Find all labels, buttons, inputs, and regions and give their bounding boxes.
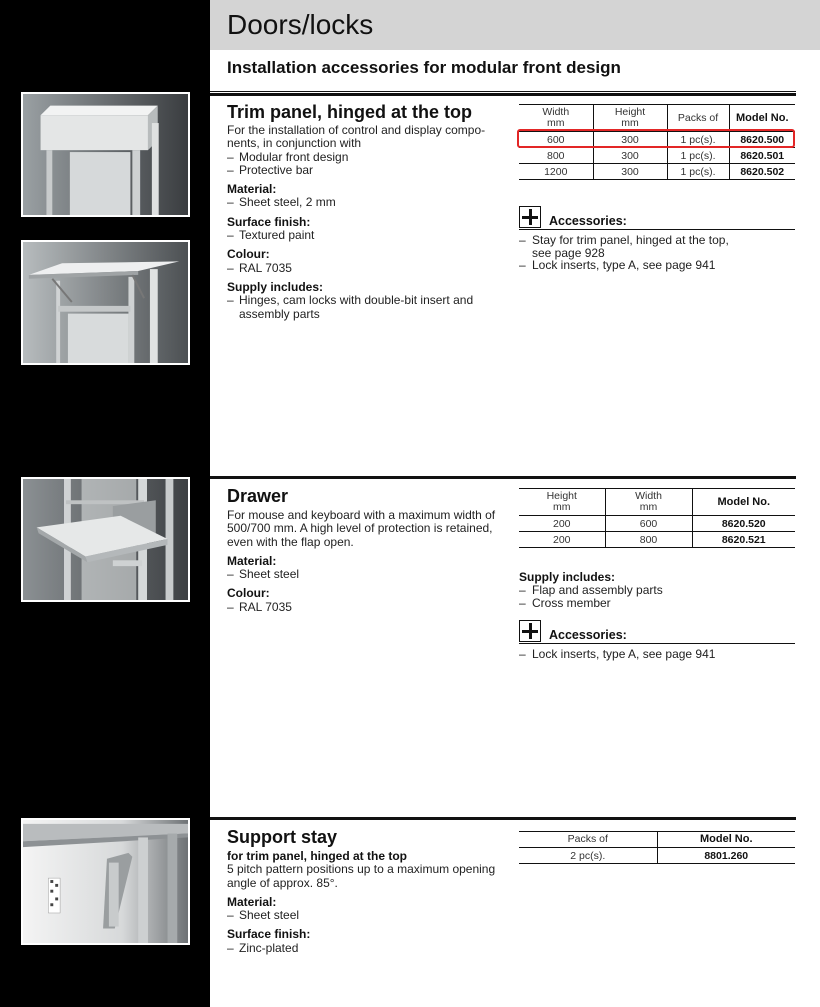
col-header-width [519, 105, 593, 132]
table-header-row [519, 832, 795, 848]
drawer-title: Drawer [227, 486, 289, 506]
col-header-model: Model No. [657, 832, 795, 848]
supply-line: Hinges, cam locks with double-bit insert and [239, 293, 474, 308]
model-number-cell: 8801.260 [657, 848, 795, 864]
material-label: Material: [227, 182, 277, 197]
table-row [519, 516, 795, 532]
table-header-row [519, 105, 795, 132]
header-text: Height [614, 106, 646, 118]
desc-line: even with the flap open. [227, 534, 354, 549]
support-stay-description [227, 850, 507, 955]
table-header-row [519, 489, 795, 516]
table-cell: 600 [605, 516, 692, 532]
header-text: Width [542, 106, 570, 118]
header-unit: mm [553, 501, 571, 513]
finish-value: – Zinc-plated [227, 942, 507, 955]
supply-value [227, 294, 507, 321]
table-cell: 800 [519, 148, 593, 164]
accessories-list [519, 648, 795, 661]
col-header-model: Model No. [729, 105, 795, 132]
accessories-title: Accessories: [549, 214, 627, 228]
drawer-photo [21, 477, 190, 602]
header-unit: mm [621, 117, 639, 129]
use-item: – Protective bar [227, 164, 507, 177]
accessories-header [519, 618, 795, 644]
finish-label: Surface finish: [227, 214, 311, 229]
table-cell: 600 [519, 132, 593, 148]
material-label: Material: [227, 894, 277, 909]
colour-value: – RAL 7035 [227, 262, 507, 275]
header-unit: mm [639, 501, 658, 513]
table-cell: 800 [605, 532, 692, 548]
table-cell: 1 pc(s). [667, 148, 729, 164]
table-cell: 300 [593, 132, 667, 148]
header-text: Height [546, 490, 577, 502]
use-item: – Modular front design [227, 151, 507, 164]
table-cell: 200 [519, 516, 605, 532]
page-title: Doors/locks [227, 9, 374, 40]
table-row [519, 164, 795, 180]
table-row [519, 532, 795, 548]
plus-icon [519, 206, 541, 228]
model-number-cell: 8620.520 [692, 516, 795, 532]
accessory-line: see page 928 [532, 245, 605, 260]
finish-value: – Textured paint [227, 229, 507, 242]
desc-line: nents, in conjunction with [227, 136, 362, 151]
table-cell: 1200 [519, 164, 593, 180]
table-cell: 2 pc(s). [519, 848, 657, 864]
drawer-spec-table [519, 488, 795, 548]
material-value: – Sheet steel [227, 568, 507, 581]
plus-icon [519, 620, 541, 642]
desc-line: angle of approx. 85°. [227, 875, 338, 890]
support-stay-photo [21, 818, 190, 945]
finish-label: Surface finish: [227, 927, 311, 942]
support-stay-subtitle: for trim panel, hinged at the top [227, 849, 407, 863]
model-number-cell: 8620.521 [692, 532, 795, 548]
accessories-header [519, 204, 795, 230]
col-header-height [519, 489, 605, 516]
trim-panel-closed-photo [21, 92, 190, 217]
material-value: – Sheet steel, 2 mm [227, 196, 507, 209]
supply-item: – Flap and assembly parts [519, 584, 795, 597]
section-rule-trim-panel [210, 93, 796, 96]
support-stay-title: Support stay [227, 827, 338, 847]
table-cell: 200 [519, 532, 605, 548]
material-label: Material: [227, 553, 277, 568]
drawer-accessories [519, 618, 795, 661]
supply-label: Supply includes: [227, 279, 324, 294]
trim-panel-title: Trim panel, hinged at the top [227, 102, 473, 122]
trim-panel-description [227, 124, 507, 321]
model-number-cell: 8620.501 [729, 148, 795, 164]
model-number-cell: 8620.502 [729, 164, 795, 180]
table-cell: 1 pc(s). [667, 132, 729, 148]
col-header-packs: Packs of [667, 105, 729, 132]
desc-line: 5 pitch pattern positions up to a maximum opening [227, 862, 496, 877]
drawer-description [227, 509, 507, 614]
accessories-list [519, 234, 795, 272]
row-highlight-box [517, 129, 795, 148]
desc-line: For mouse and keyboard with a maximum width of [227, 508, 496, 522]
material-value: – Sheet steel [227, 909, 507, 922]
accessory-item: – Lock inserts, type A, see page 941 [519, 648, 795, 661]
accessory-line: Stay for trim panel, hinged at the top, [532, 233, 729, 247]
trim-panel-open-photo [21, 240, 190, 365]
col-header-model: Model No. [692, 489, 795, 516]
accessory-item: – Lock inserts, type A, see page 941 [519, 259, 795, 272]
accessory-item [519, 234, 795, 259]
header-unit: mm [547, 117, 565, 129]
desc-line: For the installation of control and display compo- [227, 123, 486, 137]
support-stay-spec-table [519, 831, 795, 864]
page-subtitle: Installation accessories for modular front design [227, 58, 621, 77]
subtitle-rule [210, 91, 796, 92]
accessories-title: Accessories: [549, 628, 627, 642]
model-number-cell: 8620.500 [729, 132, 795, 148]
drawer-supply [519, 571, 795, 610]
table-row [519, 148, 795, 164]
col-header-width [605, 489, 692, 516]
header-text: Width [635, 490, 662, 502]
colour-label: Colour: [227, 586, 270, 601]
colour-label: Colour: [227, 247, 270, 262]
supply-line: assembly parts [239, 306, 320, 321]
col-header-height [593, 105, 667, 132]
col-header-packs: Packs of [519, 832, 657, 848]
supply-item: – Cross member [519, 597, 795, 610]
supply-label: Supply includes: [519, 570, 616, 584]
section-rule-support-stay [210, 817, 796, 820]
trim-panel-accessories [519, 204, 795, 272]
colour-value: – RAL 7035 [227, 601, 507, 614]
section-rule-drawer [210, 476, 796, 479]
desc-line: 500/700 mm. A high level of protection is retained, [227, 521, 493, 536]
table-cell: 1 pc(s). [667, 164, 729, 180]
table-cell: 300 [593, 164, 667, 180]
table-row [519, 848, 795, 864]
table-cell: 300 [593, 148, 667, 164]
